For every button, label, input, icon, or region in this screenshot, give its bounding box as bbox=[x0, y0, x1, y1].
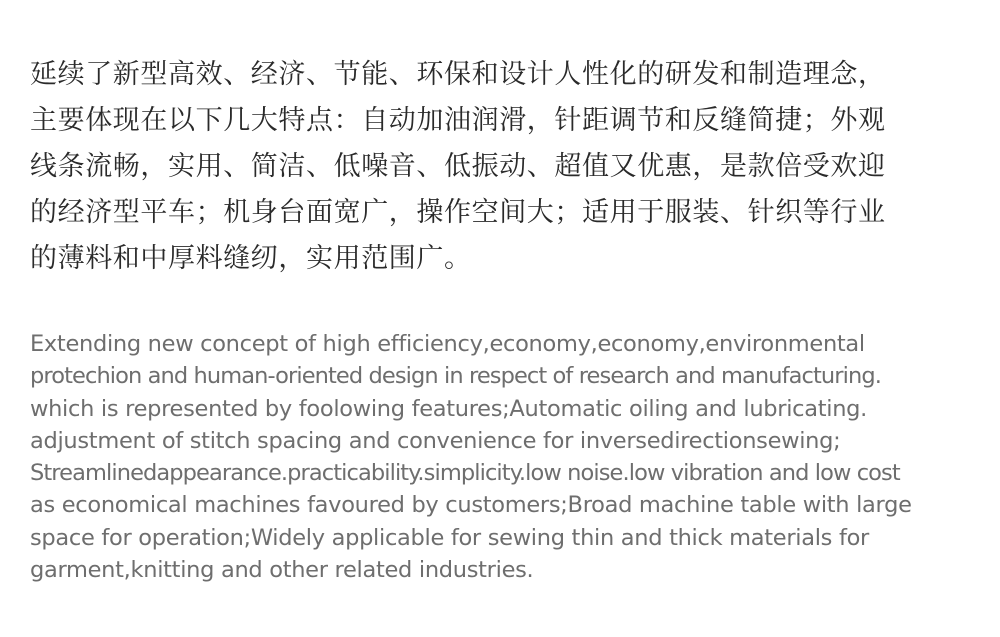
english-line: space for operation;Widely applicable for sewing thin and thick materials for bbox=[30, 524, 869, 551]
chinese-line: 延续了新型高效、经济、节能、环保和设计人性化的研发和制造理念， bbox=[30, 59, 886, 90]
english-description-paragraph bbox=[30, 328, 980, 586]
english-line: Streamlinedappearance.practicability.simplicity.low noise.low vibration and low cost bbox=[30, 460, 900, 487]
english-line: Extending new concept of high efficiency,economy,economy,environmental bbox=[30, 331, 865, 357]
chinese-line: 的薄料和中厚料缝纫，实用范围广。 bbox=[30, 243, 472, 274]
english-line: adjustment of stitch spacing and convenience for inversedirectionsewing; bbox=[30, 427, 841, 454]
english-line: garment,knitting and other related industries. bbox=[30, 557, 534, 584]
chinese-line: 主要体现在以下几大特点：自动加油润滑，针距调节和反缝简捷；外观 bbox=[30, 105, 886, 136]
chinese-description-paragraph bbox=[30, 52, 980, 282]
english-line: which is represented by foolowing features;Automatic oiling and lubricating. bbox=[30, 395, 867, 422]
chinese-line: 线条流畅，实用、简洁、低噪音、低振动、超值又优惠，是款倍受欢迎 bbox=[30, 151, 886, 182]
english-line: protechion and human-oriented design in respect of research and manufacturing. bbox=[30, 363, 881, 390]
chinese-line: 的经济型平车；机身台面宽广，操作空间大；适用于服装、针织等行业 bbox=[30, 197, 886, 228]
english-line: as economical machines favoured by customers;Broad machine table with large bbox=[30, 492, 912, 519]
